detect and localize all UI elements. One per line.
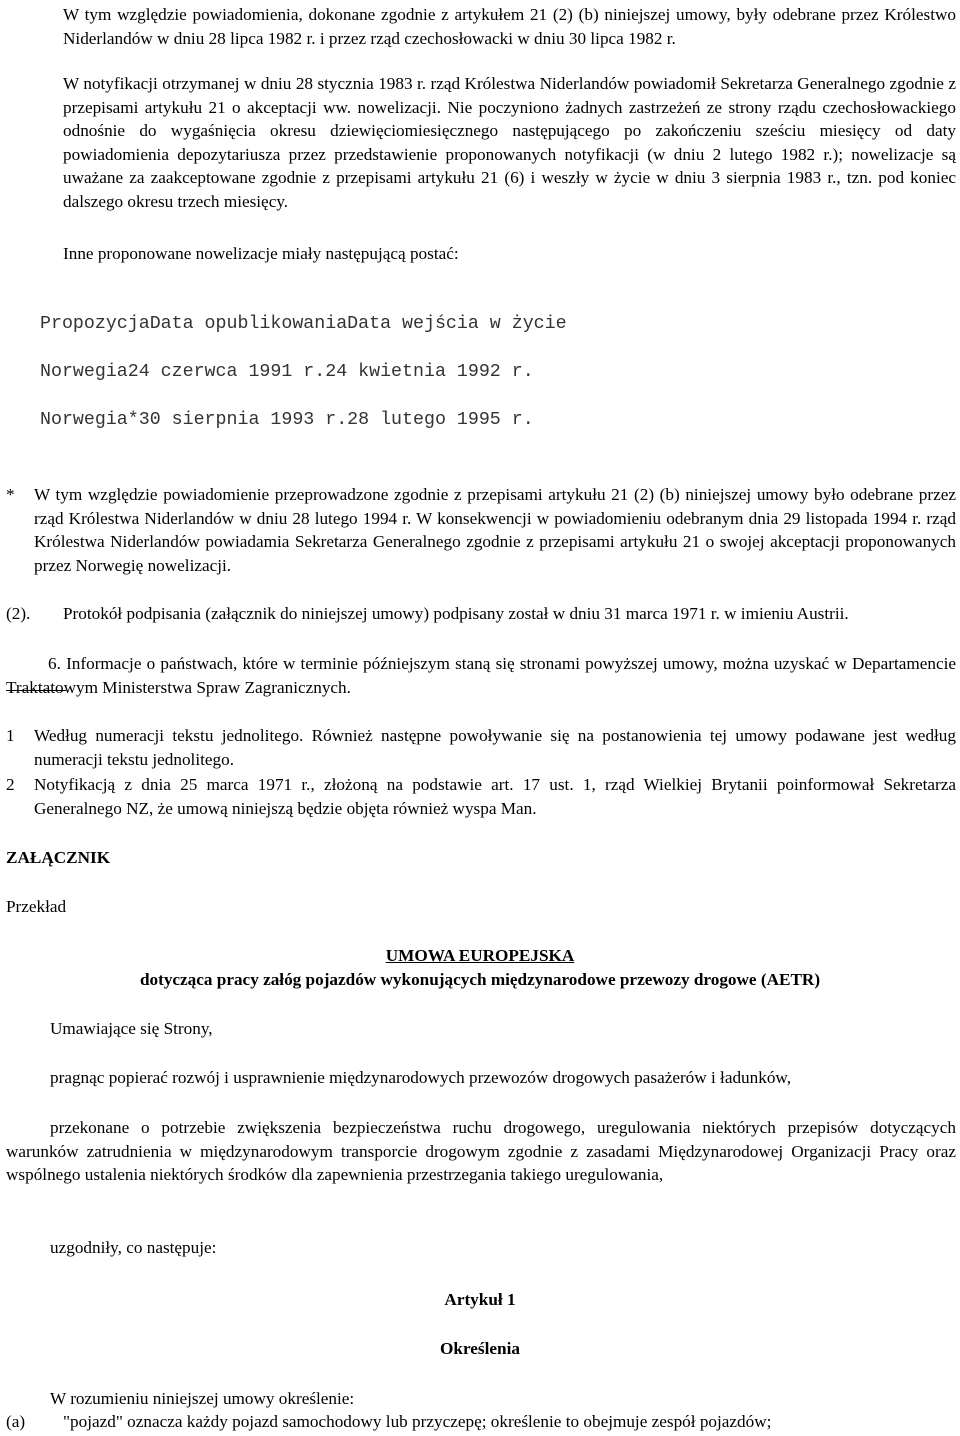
agreed-line: uzgodniły, co następuje:: [50, 1238, 217, 1257]
intro-paragraph-1: W tym względzie powiadomienia, dokonane zgodnie z artykułem 21 (2) (b) niniejszej umowy, były odebrane przez Królestwo Niderlandów w dniu 28 lipca 1982 r. i przez rząd czechosłowacki w dniu 30 lipca 1982 r.: [63, 5, 956, 48]
recital-1: pragnąc popierać rozwój i usprawnienie międzynarodowych przewozów drogowych pasażerów i ładunków,: [50, 1068, 792, 1087]
translation-label: Przekład: [6, 897, 67, 916]
article-title: Określenia: [440, 1339, 520, 1358]
footnote-2-marker: 2: [6, 775, 15, 794]
table-header: PropozycjaData opublikowaniaData wejścia w życie: [40, 314, 567, 334]
annex-heading: ZAŁĄCZNIK: [6, 848, 111, 867]
item-6-text: 6. Informacje o państwach, które w terminie późniejszym staną się stronami powyższej umowy, można uzyskać w Departamencie Traktatowym Ministerstwa Spraw Zagranicznych.: [6, 654, 956, 697]
intro-paragraph-2: W notyfikacji otrzymanej w dniu 28 stycznia 1983 r. rząd Królestwa Niderlandów powiadomił Sekretarza Generalnego zgodnie z przepisami artykułu 21 o akceptacji ww. nowelizacji. Nie poczyniono żadnych zastrzeżeń ze strony rządu czechosłowackiego odnośnie do wygaśnięcia okresu dziewięciomiesięcznego następującego po zakończeniu sześciu miesięcy od daty powiadomienia depozytariusza przez przedstawienie proponowanych notyfikacji (w dniu 2 lutego 1982 r.); nowelizacje są uważane za zaakceptowane zgodnie z przepisami artykułu 21 (6) i weszły w życie w dniu 3 sierpnia 1983 r., tzn. pod koniec dalszego okresu trzech miesięcy.: [63, 74, 956, 211]
footnote-1-text: Według numeracji tekstu jednolitego. Również następne powoływanie się na postanowienia tej umowy podawane jest według numeracji tekstu jednolitego.: [34, 726, 956, 769]
footnote-separator: [6, 690, 66, 691]
definitions-intro: W rozumieniu niniejszej umowy określenie:: [50, 1389, 355, 1408]
agreement-subtitle: dotycząca pracy załóg pojazdów wykonujących międzynarodowe przewozy drogowe (AETR): [139, 970, 821, 989]
agreement-title: UMOWA EUROPEJSKA: [385, 946, 575, 965]
footnote-1-marker: 1: [6, 726, 15, 745]
definition-a-marker: (a): [6, 1412, 26, 1431]
star-note-text: W tym względzie powiadomienie przeprowadzone zgodnie z przepisami artykułu 21 (2) (b) niniejszej umowy było odebrane przez rząd Królestwa Niderlandów w dniu 28 lutego 1994 r. W konsekwencji w powiadomieniu odebranym dnia 29 listopada 1994 r. rząd Królestwa Niderlandów powiadamia Sekretarza Generalnego zgodnie z przepisami artykułu 21 o swojej akceptacji proponowanych przez Norwegię nowelizacji.: [34, 485, 956, 575]
recital-2: przekonane o potrzebie zwiększenia bezpieczeństwa ruchu drogowego, uregulowania niektórych przepisów dotyczących warunków zatrudnienia w międzynarodowym transporcie drogowym zgodnie z zasadami Międzynarodowej Organizacji Pracy oraz wspólnego ustalenia niektórych środków dla zapewnienia przestrzegania takiego uregulowania,: [6, 1118, 956, 1184]
item-2-text: Protokół podpisania (załącznik do niniejszej umowy) podpisany został w dniu 31 marca 1971 r. w imieniu Austrii.: [63, 604, 849, 623]
table-row-1: Norwegia24 czerwca 1991 r.24 kwietnia 1992 r.: [40, 362, 534, 382]
intro-paragraph-3: Inne proponowane nowelizacje miały następującą postać:: [63, 244, 459, 263]
parties-line: Umawiające się Strony,: [50, 1019, 213, 1038]
footnote-2-text: Notyfikacją z dnia 25 marca 1971 r., złożoną na podstawie art. 17 ust. 1, rząd Wielkiej Brytanii poinformował Sekretarza Generalnego NZ, że umową niniejszą będzie objęta również wyspa Man.: [34, 775, 956, 818]
article-heading: Artykuł 1: [444, 1290, 516, 1309]
item-2-marker: (2).: [6, 604, 31, 623]
definition-a-text: "pojazd" oznacza każdy pojazd samochodowy lub przyczepę; określenie to obejmuje zespół pojazdów;: [63, 1412, 772, 1431]
star-note-marker: *: [6, 485, 15, 504]
table-row-2: Norwegia*30 sierpnia 1993 r.28 lutego 1995 r.: [40, 410, 534, 430]
